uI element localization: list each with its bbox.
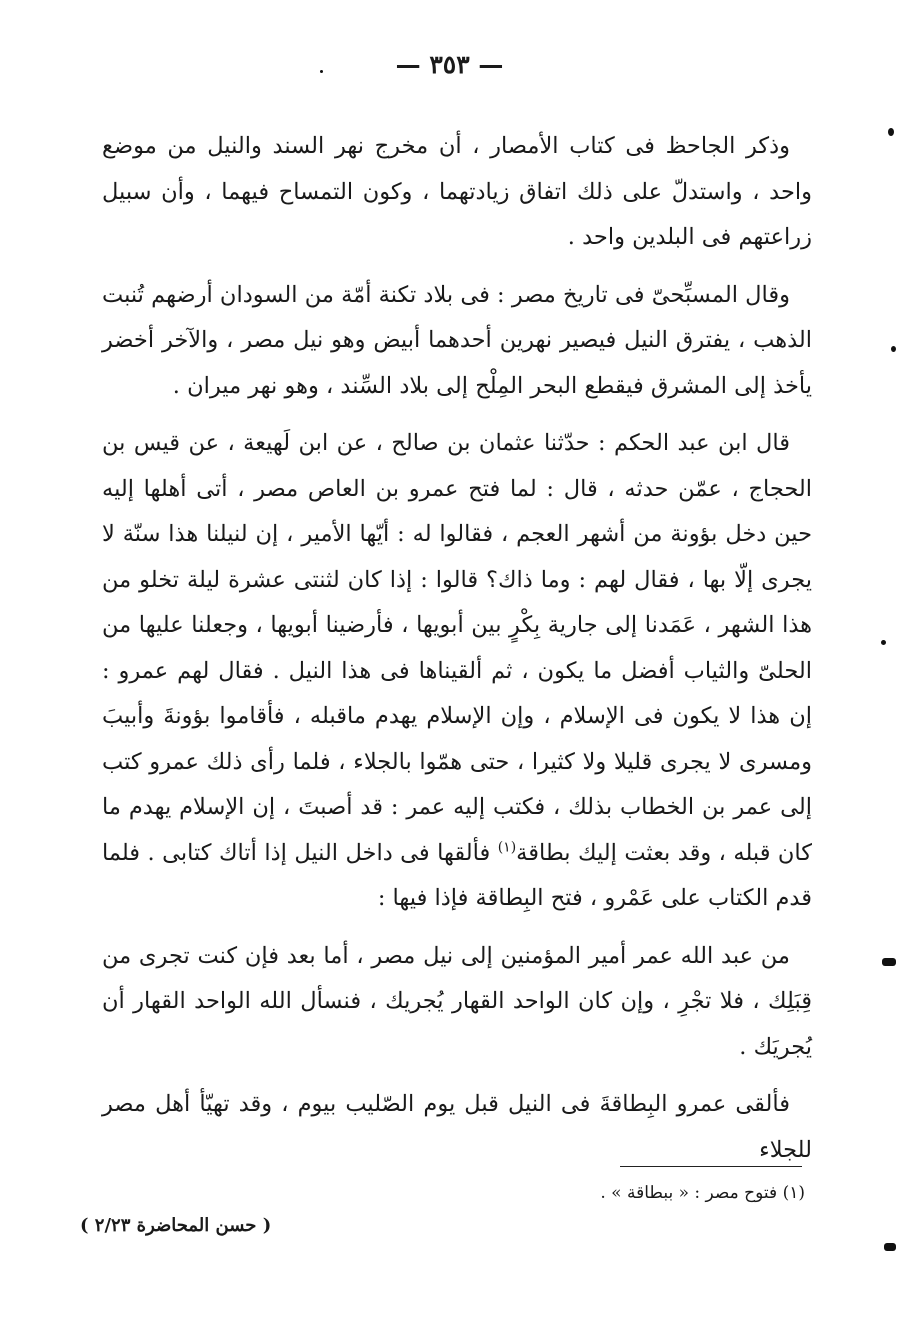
scan-speck-4: [882, 958, 896, 966]
paragraph-ibn-abd-al-hakam: [102, 421, 812, 922]
source-citation: ( حسن المحاضرة ٢/٢٣ ): [80, 1215, 272, 1236]
paragraph-musabbihi: وقال المسبِّحىّ فى تاريخ مصر : فى بلاد تكنة أمّة من السودان أرضهم تُنبت الذهب ، يفترق النيل فيصير نهرين أحدهما أبيض وهو نيل مصر ، والآخر أخضر يأخذ إلى المشرق فيقطع البحر المِلْح إلى بلاد السِّند ، وهو نهر ميران .: [102, 281, 812, 399]
paragraph-ibn-abd-al-hakam-text: قال ابن عبد الحكم : حدّثنا عثمان بن صالح ، عن ابن لَهيعة ، عن قيس بن الحجاج ، عمّن حدثه ، قال : لما فتح عمرو بن العاص مصر ، أتى أهلها إليه حين دخل بؤونة من أشهر العجم ، فقالوا له : أيّها الأمير ، إن لنيلنا هذا سنّة لا يجرى إلّا بها ، فقال لهم : وما ذاك؟ قالوا : إذا كان لثنتى عشرة ليلة تخلو من هذا الشهر ، عَمَدنا إلى جارية بِكْرٍ بين أبويها ، فأرضينا أبويها ، وجعلنا عليها من الحلىّ والثياب أفضل ما يكون ، ثم ألقيناها فى هذا النيل . فقال لهم عمرو : إن هذا لا يكون فى الإسلام ، وإن الإسلام يهدم ماقبله ، فأقاموا بؤونةَ وأبيبَ ومسرى لا يجرى قليلا ولا كثيرا ، حتى همّوا بالجلاء ، فلما رأى ذلك عمرو كتب إلى عمر بن الخطاب بذلك ، فكتب إليه عمر : قد أصبتَ ، إن الإسلام يهدم ما كان قبله ، وقد بعثت إليك بطاقة: [102, 430, 812, 866]
paragraph-letter: من عبد الله عمر أمير المؤمنين إلى نيل مصر ، أما بعد فإن كنت تجرى من قِبَلِك ، فلا تجْرِ ، وإن كان الواحد القهار يُجريك ، فنسأل الله الواحد القهار أن يُجريَك .: [102, 942, 812, 1060]
paragraph-cast-card: فألقى عمرو البِطاقةَ فى النيل قبل يوم الصّليب بيوم ، وقد تهيّأ أهل مصر للجلاء: [102, 1091, 812, 1163]
scan-speck-2: [891, 346, 896, 352]
scan-speck-1: [888, 128, 894, 136]
page-number: — ٣٥٣ —: [395, 50, 504, 79]
scan-speck-6: [320, 70, 323, 73]
footnote-divider: [620, 1166, 802, 1167]
footnote-1: (١) فتوح مصر : « ببطاقة » .: [600, 1183, 805, 1203]
footnote-marker: (١): [497, 839, 517, 855]
scan-speck-5: [884, 1243, 896, 1251]
paragraph-ibn-abd-al-hakam-continued: فألقها فى داخل النيل إذا أتاك كتابى . فلما قدم الكتاب على عَمْرو ، فتح البِطاقة فإذا فيها :: [102, 839, 812, 911]
main-text: [102, 124, 812, 1173]
paragraph-jahiz: وذكر الجاحظ فى كتاب الأمصار ، أن مخرج نهر السند والنيل من موضع واحد ، واستدلّ على ذلك اتفاق زيادتهما ، وكون التمساح فيهما ، وأن سبيل زراعتهم فى البلدين واحد .: [102, 133, 812, 250]
scan-speck-3: [881, 640, 886, 645]
